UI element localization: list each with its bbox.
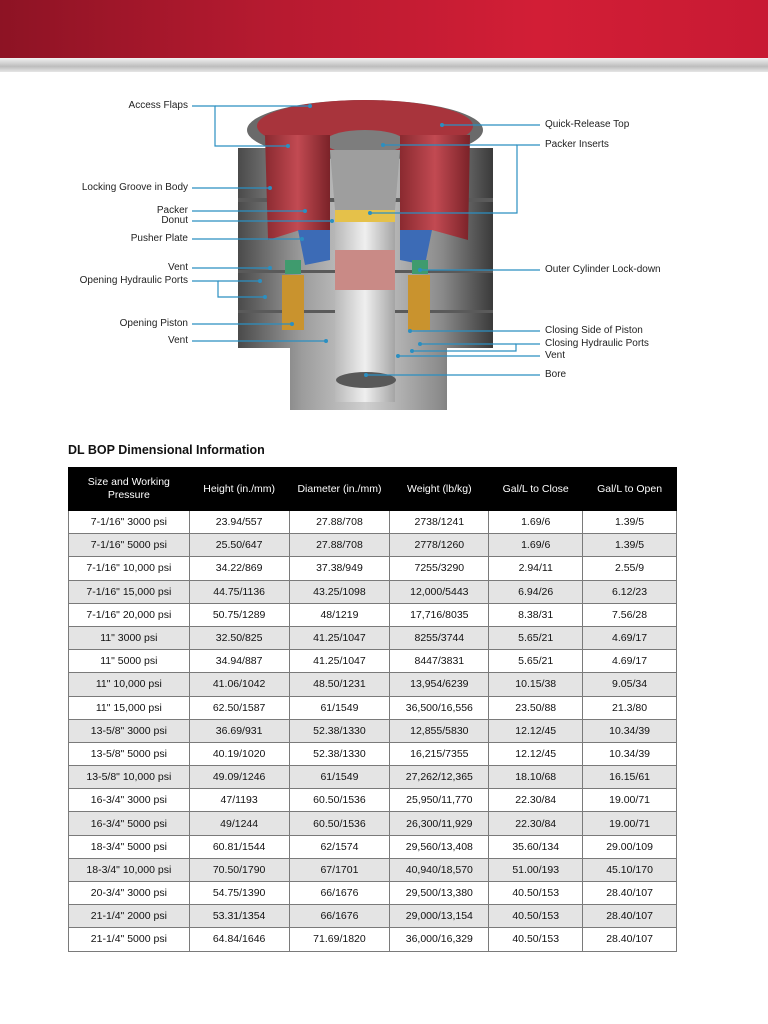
cell-open: 19.00/71 bbox=[583, 812, 677, 835]
cell-weight: 2778/1260 bbox=[390, 534, 489, 557]
label-quick-release-top: Quick-Release Top bbox=[545, 119, 630, 130]
cell-close: 22.30/84 bbox=[489, 789, 583, 812]
cell-close: 8.38/31 bbox=[489, 603, 583, 626]
label-closing-hydraulic-ports: Closing Hydraulic Ports bbox=[545, 338, 649, 349]
cell-close: 5.65/21 bbox=[489, 650, 583, 673]
label-packer: Packer bbox=[156, 205, 188, 216]
cell-close: 18.10/68 bbox=[489, 766, 583, 789]
cell-height: 54.75/1390 bbox=[189, 882, 289, 905]
cell-close: 6.94/26 bbox=[489, 580, 583, 603]
cell-size: 11" 15,000 psi bbox=[69, 696, 190, 719]
packer bbox=[330, 150, 400, 210]
dimensions-table bbox=[68, 467, 677, 952]
cell-close: 22.30/84 bbox=[489, 812, 583, 835]
label-vent-right: Vent bbox=[545, 350, 566, 361]
cell-weight: 12,000/5443 bbox=[390, 580, 489, 603]
cell-close: 40.50/153 bbox=[489, 882, 583, 905]
cell-height: 23.94/557 bbox=[189, 511, 289, 534]
cell-size: 13-5/8" 5000 psi bbox=[69, 742, 190, 765]
cell-size: 18-3/4" 5000 psi bbox=[69, 835, 190, 858]
table-row bbox=[69, 882, 677, 905]
header-banner bbox=[0, 0, 768, 58]
cell-size: 13-5/8" 10,000 psi bbox=[69, 766, 190, 789]
table-row bbox=[69, 603, 677, 626]
col-header-diameter: Diameter (in./mm) bbox=[289, 468, 390, 511]
lockdown-left bbox=[285, 260, 301, 274]
cell-size: 11" 10,000 psi bbox=[69, 673, 190, 696]
cell-weight: 13,954/6239 bbox=[390, 673, 489, 696]
cell-height: 44.75/1136 bbox=[189, 580, 289, 603]
cell-open: 28.40/107 bbox=[583, 882, 677, 905]
cell-diameter: 48.50/1231 bbox=[289, 673, 390, 696]
cell-weight: 26,300/11,929 bbox=[390, 812, 489, 835]
cell-height: 60.81/1544 bbox=[189, 835, 289, 858]
cell-height: 32.50/825 bbox=[189, 626, 289, 649]
cell-open: 4.69/17 bbox=[583, 650, 677, 673]
cell-close: 12.12/45 bbox=[489, 742, 583, 765]
cell-height: 41.06/1042 bbox=[189, 673, 289, 696]
label-bore: Bore bbox=[545, 369, 567, 380]
cell-height: 62.50/1587 bbox=[189, 696, 289, 719]
donut bbox=[335, 210, 395, 222]
bore-red-sleeve bbox=[335, 250, 395, 290]
cell-close: 2.94/11 bbox=[489, 557, 583, 580]
cell-weight: 17,716/8035 bbox=[390, 603, 489, 626]
cell-open: 7.56/28 bbox=[583, 603, 677, 626]
cell-open: 10.34/39 bbox=[583, 719, 677, 742]
col-header-weight: Weight (lb/kg) bbox=[390, 468, 489, 511]
cell-height: 70.50/1790 bbox=[189, 858, 289, 881]
cell-diameter: 62/1574 bbox=[289, 835, 390, 858]
cell-weight: 16,215/7355 bbox=[390, 742, 489, 765]
cell-height: 36.69/931 bbox=[189, 719, 289, 742]
cell-close: 12.12/45 bbox=[489, 719, 583, 742]
cell-height: 25.50/647 bbox=[189, 534, 289, 557]
cell-close: 40.50/153 bbox=[489, 905, 583, 928]
cell-close: 51.00/193 bbox=[489, 858, 583, 881]
cell-weight: 29,560/13,408 bbox=[390, 835, 489, 858]
cell-weight: 2738/1241 bbox=[390, 511, 489, 534]
cell-open: 29.00/109 bbox=[583, 835, 677, 858]
cell-open: 28.40/107 bbox=[583, 928, 677, 951]
cell-close: 1.69/6 bbox=[489, 534, 583, 557]
cell-diameter: 41.25/1047 bbox=[289, 626, 390, 649]
cell-height: 47/1193 bbox=[189, 789, 289, 812]
cell-diameter: 27.88/708 bbox=[289, 534, 390, 557]
table-row bbox=[69, 766, 677, 789]
cell-weight: 27,262/12,365 bbox=[390, 766, 489, 789]
label-access-flaps: Access Flaps bbox=[128, 100, 188, 111]
table-row bbox=[69, 928, 677, 951]
cell-weight: 29,000/13,154 bbox=[390, 905, 489, 928]
cell-height: 34.94/887 bbox=[189, 650, 289, 673]
cell-height: 49/1244 bbox=[189, 812, 289, 835]
cell-open: 16.15/61 bbox=[583, 766, 677, 789]
cell-open: 19.00/71 bbox=[583, 789, 677, 812]
cell-size: 13-5/8" 3000 psi bbox=[69, 719, 190, 742]
label-opening-piston: Opening Piston bbox=[119, 318, 188, 329]
label-vent-lower: Vent bbox=[167, 335, 188, 346]
cell-close: 1.69/6 bbox=[489, 511, 583, 534]
cell-open: 1.39/5 bbox=[583, 511, 677, 534]
cell-size: 18-3/4" 10,000 psi bbox=[69, 858, 190, 881]
table-body bbox=[69, 511, 677, 952]
cell-open: 2.55/9 bbox=[583, 557, 677, 580]
cell-open: 1.39/5 bbox=[583, 534, 677, 557]
table-row bbox=[69, 858, 677, 881]
cell-height: 50.75/1289 bbox=[189, 603, 289, 626]
cell-open: 21.3/80 bbox=[583, 696, 677, 719]
cell-weight: 40,940/18,570 bbox=[390, 858, 489, 881]
cell-weight: 12,855/5830 bbox=[390, 719, 489, 742]
cell-weight: 7255/3290 bbox=[390, 557, 489, 580]
label-pusher-plate: Pusher Plate bbox=[130, 233, 188, 244]
cell-close: 40.50/153 bbox=[489, 928, 583, 951]
col-header-open: Gal/L to Open bbox=[583, 468, 677, 511]
cell-size: 11" 3000 psi bbox=[69, 626, 190, 649]
cell-diameter: 37.38/949 bbox=[289, 557, 390, 580]
table-row bbox=[69, 511, 677, 534]
col-header-close: Gal/L to Close bbox=[489, 468, 583, 511]
label-donut: Donut bbox=[161, 215, 188, 226]
cell-size: 7-1/16" 20,000 psi bbox=[69, 603, 190, 626]
cell-size: 7-1/16" 3000 psi bbox=[69, 511, 190, 534]
cell-size: 16-3/4" 3000 psi bbox=[69, 789, 190, 812]
cell-weight: 36,500/16,556 bbox=[390, 696, 489, 719]
section-title: DL BOP Dimensional Information bbox=[68, 443, 265, 457]
label-outer-cylinder-lockdown: Outer Cylinder Lock-down bbox=[545, 264, 661, 275]
cell-close: 35.60/134 bbox=[489, 835, 583, 858]
label-closing-side-piston: Closing Side of Piston bbox=[545, 325, 643, 336]
cell-size: 7-1/16" 10,000 psi bbox=[69, 557, 190, 580]
table-row bbox=[69, 626, 677, 649]
cell-close: 23.50/88 bbox=[489, 696, 583, 719]
col-header-size: Size and Working Pressure bbox=[69, 468, 190, 511]
table-row bbox=[69, 719, 677, 742]
cell-height: 53.31/1354 bbox=[189, 905, 289, 928]
label-packer-inserts: Packer Inserts bbox=[545, 139, 609, 150]
table-header-row bbox=[69, 468, 677, 511]
cell-size: 7-1/16" 5000 psi bbox=[69, 534, 190, 557]
cell-diameter: 61/1549 bbox=[289, 696, 390, 719]
cell-diameter: 66/1676 bbox=[289, 882, 390, 905]
cell-open: 9.05/34 bbox=[583, 673, 677, 696]
table-row bbox=[69, 557, 677, 580]
cell-height: 34.22/869 bbox=[189, 557, 289, 580]
cell-open: 45.10/170 bbox=[583, 858, 677, 881]
cell-diameter: 52.38/1330 bbox=[289, 742, 390, 765]
table-row bbox=[69, 650, 677, 673]
cell-weight: 8447/3831 bbox=[390, 650, 489, 673]
table-row bbox=[69, 835, 677, 858]
table-row bbox=[69, 580, 677, 603]
cell-weight: 29,500/13,380 bbox=[390, 882, 489, 905]
cell-diameter: 60.50/1536 bbox=[289, 812, 390, 835]
label-vent-upper: Vent bbox=[167, 262, 188, 273]
opening-piston-left bbox=[282, 275, 304, 330]
cell-diameter: 48/1219 bbox=[289, 603, 390, 626]
cell-open: 10.34/39 bbox=[583, 742, 677, 765]
cell-size: 21-1/4" 5000 psi bbox=[69, 928, 190, 951]
col-header-height: Height (in./mm) bbox=[189, 468, 289, 511]
cell-height: 64.84/1646 bbox=[189, 928, 289, 951]
table-row bbox=[69, 696, 677, 719]
table-row bbox=[69, 534, 677, 557]
cell-diameter: 60.50/1536 bbox=[289, 789, 390, 812]
cell-open: 4.69/17 bbox=[583, 626, 677, 649]
cell-open: 28.40/107 bbox=[583, 905, 677, 928]
cell-diameter: 71.69/1820 bbox=[289, 928, 390, 951]
table-row bbox=[69, 789, 677, 812]
cell-diameter: 41.25/1047 bbox=[289, 650, 390, 673]
cell-diameter: 43.25/1098 bbox=[289, 580, 390, 603]
label-locking-groove: Locking Groove in Body bbox=[81, 182, 188, 193]
table-row bbox=[69, 905, 677, 928]
table-row bbox=[69, 742, 677, 765]
cell-diameter: 52.38/1330 bbox=[289, 719, 390, 742]
cell-size: 16-3/4" 5000 psi bbox=[69, 812, 190, 835]
cell-diameter: 27.88/708 bbox=[289, 511, 390, 534]
metal-strip bbox=[0, 58, 768, 72]
cell-diameter: 66/1676 bbox=[289, 905, 390, 928]
cell-weight: 8255/3744 bbox=[390, 626, 489, 649]
bop-cutaway-diagram bbox=[0, 80, 768, 430]
cell-close: 5.65/21 bbox=[489, 626, 583, 649]
cell-size: 7-1/16" 15,000 psi bbox=[69, 580, 190, 603]
cell-weight: 25,950/11,770 bbox=[390, 789, 489, 812]
cell-diameter: 67/1701 bbox=[289, 858, 390, 881]
cell-size: 20-3/4" 3000 psi bbox=[69, 882, 190, 905]
cell-size: 11" 5000 psi bbox=[69, 650, 190, 673]
table-row bbox=[69, 812, 677, 835]
cell-height: 49.09/1246 bbox=[189, 766, 289, 789]
cell-size: 21-1/4" 2000 psi bbox=[69, 905, 190, 928]
opening-piston-right bbox=[408, 275, 430, 330]
cell-open: 6.12/23 bbox=[583, 580, 677, 603]
label-opening-hydraulic-ports: Opening Hydraulic Ports bbox=[79, 275, 188, 286]
cell-close: 10.15/38 bbox=[489, 673, 583, 696]
table-row bbox=[69, 673, 677, 696]
cell-height: 40.19/1020 bbox=[189, 742, 289, 765]
cell-diameter: 61/1549 bbox=[289, 766, 390, 789]
cell-weight: 36,000/16,329 bbox=[390, 928, 489, 951]
